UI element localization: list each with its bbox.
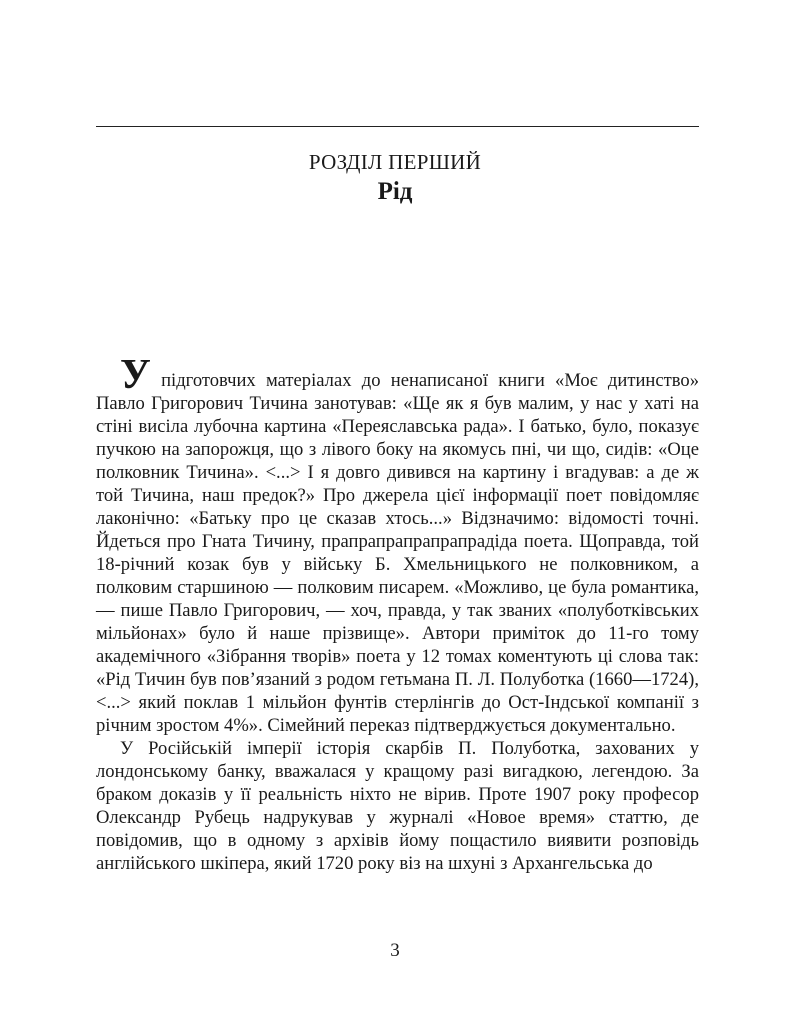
chapter-title: Рід bbox=[377, 178, 413, 205]
paragraph-1 bbox=[96, 352, 699, 737]
chapter-label: РОЗДІЛ ПЕРШИЙ bbox=[308, 150, 482, 174]
body-text bbox=[96, 352, 699, 875]
paragraph-2: У Російській імперії історія скарбів П. Полуботка, захованих у лондонському банку, вважалася у кращому разі вигадкою, легендою. За браком доказів у її реальність ніхто не вірив. Проте 1907 року професор Олександр Рубець надрукував у журналі «Новое время» статтю, де повідомив, що в одному з архівів йому пощастило виявити розповідь англійського шкіпера, який 1720 року віз на шхуні з Архангельська до bbox=[96, 738, 699, 874]
page-number: 3 bbox=[390, 940, 400, 961]
header-rule bbox=[96, 126, 699, 127]
paragraph-1-text: підготовчих матеріалах до ненаписаної книги «Моє дитинство» Павло Григорович Тичина занотував: «Ще як я був малим, у нас у хаті на стіні висіла лубочна картина «Переяславська рада». І батько, було, показує пучкою на запорожця, що з лівого боку на якомусь пні, чи що, сидів: «Оце полковник Тичина». <...> І я довго дивився на картину і вгадував: а де ж той Тичина, наш предок?» Про джерела цієї інформації поет повідомляє лаконічно: «Батьку про це сказав хтось...» Відзначимо: відомості точні. Йдеться про Гната Тичину, прапрапрапрапрапрадіда поета. Щоправда, той 18-річний козак був у війську Б. Хмельницького не полковником, а полковим старшиною — полковим писарем. «Можливо, це була романтика, — пише Павло Григорович, — хоч, правда, у так званих «полуботківських мільйонах» було й наше прізвище». Автори приміток до 11-го тому академічного «Зібрання творів» поета у 12 томах коментують ці слова так: «Рід Тичин був пов’язаний з родом гетьмана П. Л. Полуботка (1660—1724), <...> який поклав 1 мільйон фунтів стерлінгів до Ост-Індської компанії з річним зростом 4%». Сімейний переказ підтверджується документально. bbox=[96, 370, 699, 736]
drop-cap: У bbox=[120, 352, 151, 398]
